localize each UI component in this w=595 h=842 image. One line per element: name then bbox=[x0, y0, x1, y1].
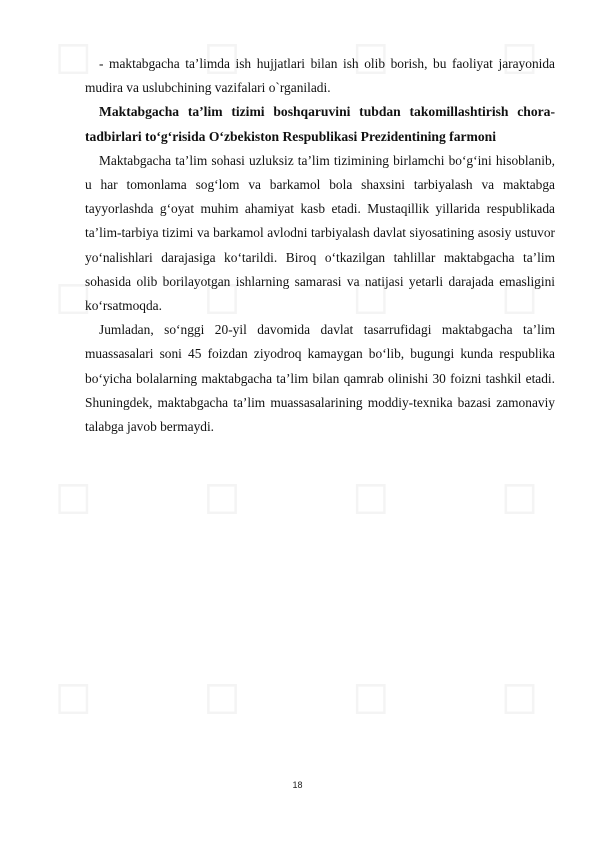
document-body bbox=[85, 52, 555, 439]
watermark-glyph bbox=[54, 468, 94, 522]
watermark-glyph bbox=[501, 668, 541, 722]
watermark-glyph bbox=[203, 468, 243, 522]
paragraph-body: Jumladan, so‘nggi 20-yil davomida davlat tasarrufidagi maktabgacha ta’lim muassasalari soni 45 foizdan ziyodroq kamaygan bo‘lib, bugungi kunda respublika bo‘yicha bolalarning maktabgacha ta’lim bilan qamrab olinishi 30 foizni tashkil etadi. Shuningdek, maktabgacha ta’lim muassasalarining moddiy-texnika bazasi zamonaviy talabga javob bermaydi. bbox=[85, 322, 555, 435]
paragraph-intro: - maktabgacha ta’limda ish hujjatlari bilan ish olib borish, bu faoliyat jarayonida mudira va uslubchining vazifalari o`rganiladi. bbox=[85, 56, 555, 96]
watermark-glyph bbox=[54, 668, 94, 722]
page-number: 18 bbox=[292, 780, 303, 790]
watermark-glyph bbox=[352, 468, 392, 522]
watermark-glyph bbox=[203, 668, 243, 722]
watermark-glyph bbox=[501, 468, 541, 522]
paragraph-body: Maktabgacha ta’lim sohasi uzluksiz ta’lim tizimining birlamchi bo‘g‘ini hisoblanib, u har tomonlama sog‘lom va barkamol bola shaxsini tarbiyalash va maktabga tayyorlashda g‘oyat muhim ahamiyat kasb etadi. Mustaqillik yillarida respublikada ta’lim-tarbiya tizimi va barkamol avlodni tarbiyalash davlat siyosatining asosiy ustuvor yo‘nalishlari darajasiga ko‘tarildi. Biroq o‘tkazilgan tahlillar maktabgacha ta’lim sohasida olib borilayotgan ishlarning samarasi va natijasi yetarli darajada emasligini ko‘rsatmoqda. bbox=[85, 152, 555, 314]
watermark-glyph bbox=[352, 668, 392, 722]
watermark-row bbox=[0, 660, 595, 730]
section-heading: Maktabgacha ta’lim tizimi boshqaruvini tubdan takomillashtirish chora-tadbirlari to‘g‘risida O‘zbekiston Respublikasi Prezidentining farmoni bbox=[85, 104, 555, 144]
watermark-row bbox=[0, 460, 595, 530]
